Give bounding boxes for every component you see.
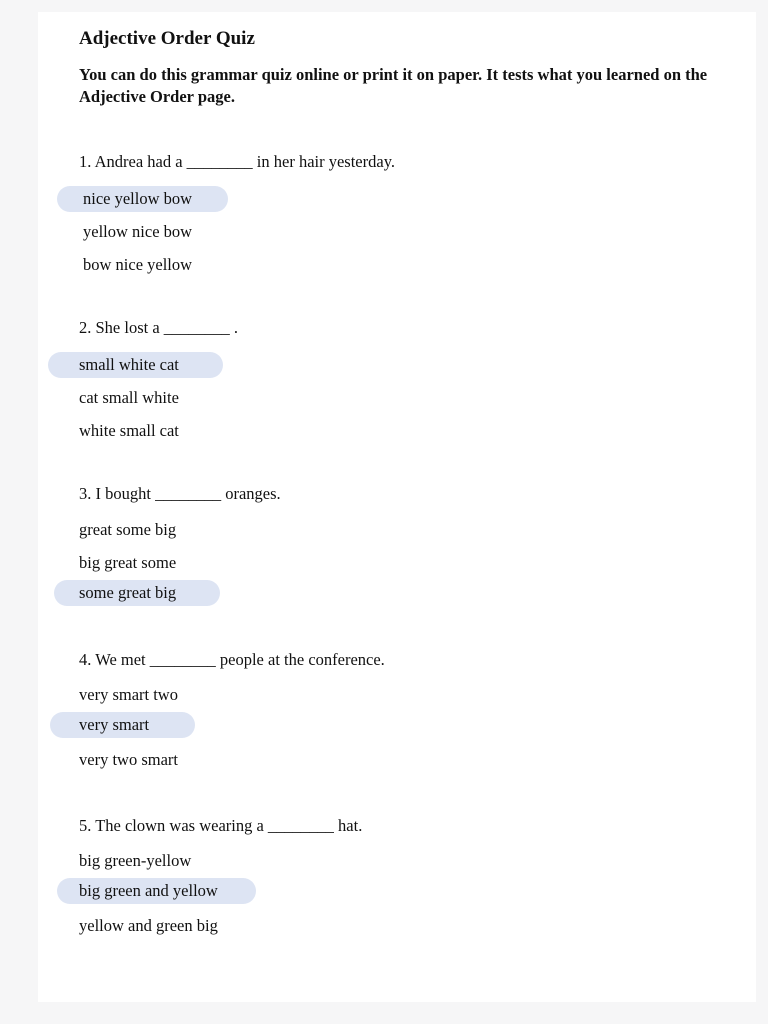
answer-option-2b[interactable]: cat small white (79, 388, 179, 407)
answer-option-3b[interactable]: big great some (79, 553, 177, 572)
answer-option-2a[interactable]: small white cat (48, 352, 223, 378)
question-prompt: 4. We met ________ people at the conference. (79, 650, 385, 669)
page-title: Adjective Order Quiz (79, 28, 255, 49)
answer-option-5b[interactable]: big green and yellow (57, 878, 256, 904)
answer-option-4c[interactable]: very two smart (79, 750, 178, 769)
answer-option-1b[interactable]: yellow nice bow (83, 222, 193, 241)
answer-option-1c[interactable]: bow nice yellow (83, 255, 193, 274)
question-prompt: 5. The clown was wearing a ________ hat. (79, 816, 363, 835)
answer-option-3c[interactable]: some great big (54, 580, 220, 606)
answer-option-3a[interactable]: great some big (79, 520, 177, 539)
answer-option-2c[interactable]: white small cat (79, 421, 179, 440)
answer-option-4b[interactable]: very smart (50, 712, 195, 738)
intro-text: You can do this grammar quiz online or print it on paper. It tests what you learned on the Adjective Order page. (79, 65, 708, 106)
question-prompt: 1. Andrea had a ________ in her hair yesterday. (79, 152, 395, 171)
question-prompt: 3. I bought ________ oranges. (79, 484, 281, 503)
answer-option-5c[interactable]: yellow and green big (79, 916, 218, 935)
quiz-page (38, 12, 756, 1002)
answer-option-5a[interactable]: big green-yellow (79, 851, 192, 870)
answer-option-4a[interactable]: very smart two (79, 685, 178, 704)
answer-option-1a[interactable]: nice yellow bow (57, 186, 228, 212)
question-prompt: 2. She lost a ________ . (79, 318, 239, 337)
